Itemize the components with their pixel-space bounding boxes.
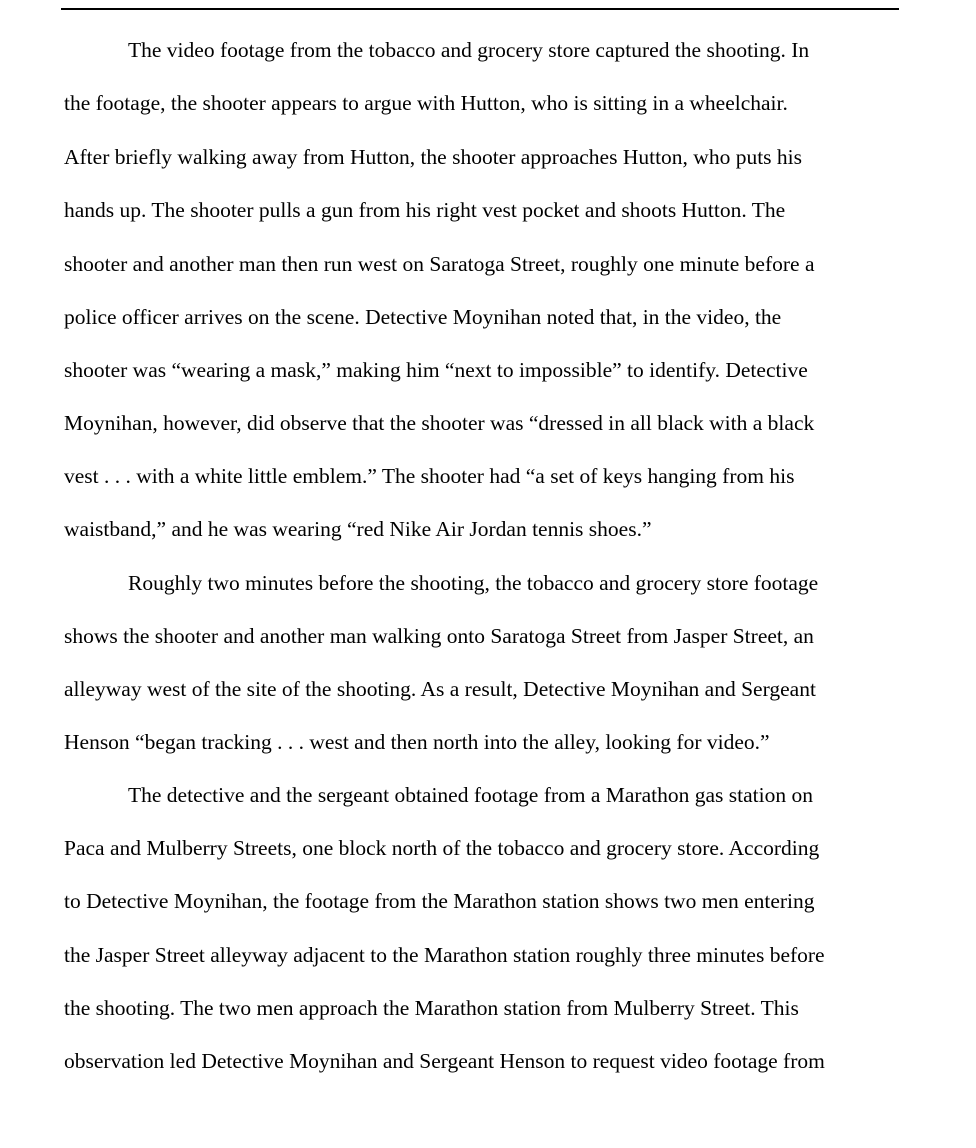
paragraph-3-line-5: the shooting. The two men approach the Marathon station from Mulberry Street. This	[64, 996, 799, 1020]
paragraph-3-line-2: Paca and Mulberry Streets, one block north of the tobacco and grocery store. According	[64, 836, 820, 860]
paragraph-1-line-1: The video footage from the tobacco and grocery store captured the shooting. In	[128, 38, 810, 62]
paragraph-2-line-2: shows the shooter and another man walking onto Saratoga Street from Jasper Street, an	[64, 624, 814, 648]
paragraph-1-line-7: shooter was “wearing a mask,” making him “next to impossible” to identify. Detective	[64, 358, 808, 382]
paragraph-3-line-6: observation led Detective Moynihan and Sergeant Henson to request video footage from	[64, 1049, 825, 1073]
paragraph-1-line-10: waistband,” and he was wearing “red Nike Air Jordan tennis shoes.”	[64, 517, 652, 541]
paragraph-2-line-3: alleyway west of the site of the shooting. As a result, Detective Moynihan and Sergeant	[64, 677, 816, 701]
paragraph-3-line-1: The detective and the sergeant obtained footage from a Marathon gas station on	[128, 783, 813, 807]
paragraph-2-line-1: Roughly two minutes before the shooting, the tobacco and grocery store footage	[128, 571, 819, 595]
paragraph-1-line-5: shooter and another man then run west on Saratoga Street, roughly one minute before a	[64, 252, 815, 276]
top-horizontal-rule	[61, 8, 899, 10]
paragraph-1-line-2: the footage, the shooter appears to argue with Hutton, who is sitting in a wheelchair.	[64, 91, 788, 115]
paragraph-1-line-3: After briefly walking away from Hutton, the shooter approaches Hutton, who puts his	[64, 145, 803, 169]
paragraph-3-line-3: to Detective Moynihan, the footage from the Marathon station shows two men entering	[64, 889, 815, 913]
paragraph-1-line-4: hands up. The shooter pulls a gun from his right vest pocket and shoots Hutton. The	[64, 198, 786, 222]
paragraph-1-line-9: vest . . . with a white little emblem.” The shooter had “a set of keys hanging from his	[64, 464, 795, 488]
paragraph-2-line-4: Henson “began tracking . . . west and then north into the alley, looking for video.”	[64, 730, 770, 754]
paragraph-1-line-6: police officer arrives on the scene. Detective Moynihan noted that, in the video, the	[64, 305, 782, 329]
paragraph-3-line-4: the Jasper Street alleyway adjacent to the Marathon station roughly three minutes before	[64, 943, 825, 967]
paragraph-1-line-8: Moynihan, however, did observe that the shooter was “dressed in all black with a black	[64, 411, 815, 435]
